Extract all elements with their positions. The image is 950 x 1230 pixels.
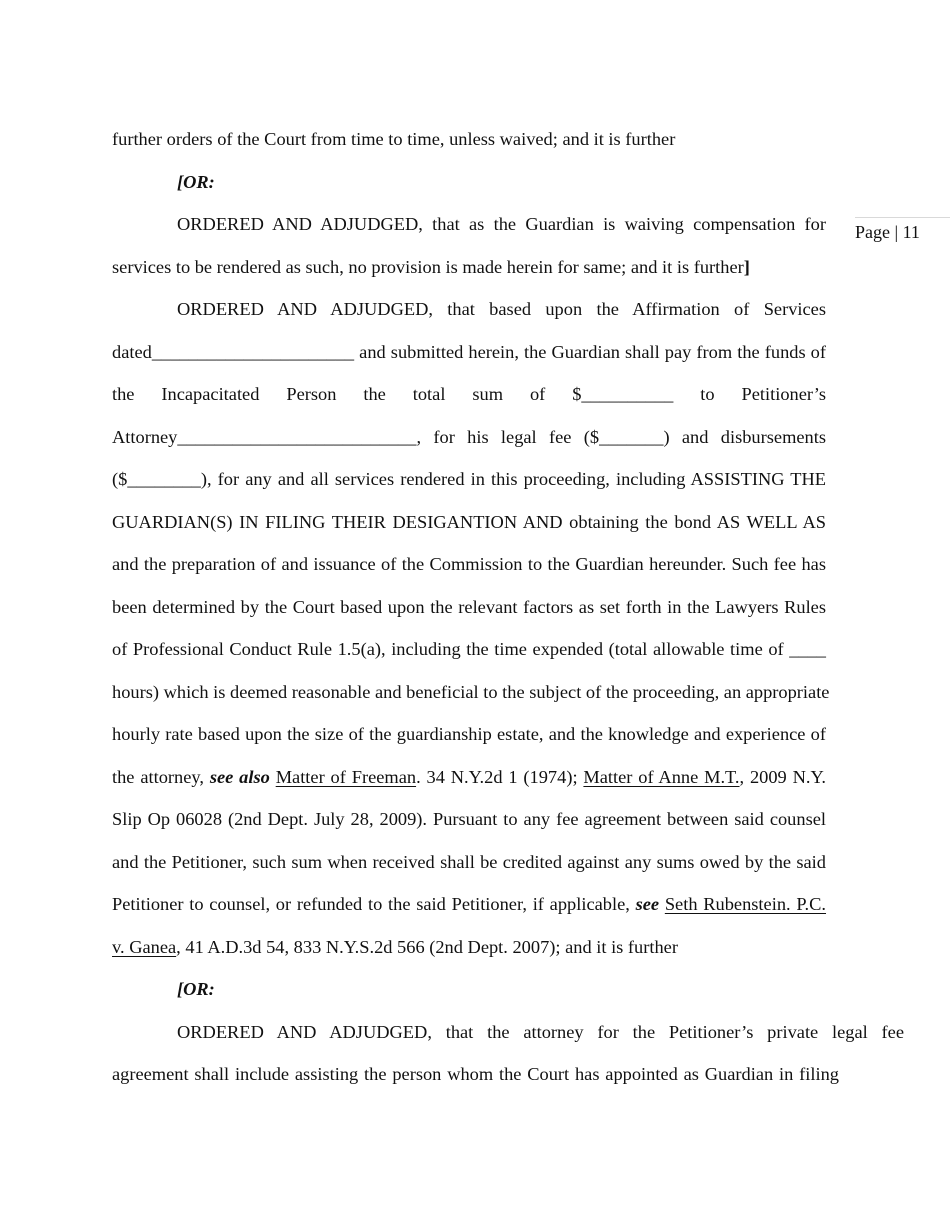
- fee-paragraph-line: hourly rate based upon the size of the guardianship estate, and the knowledge and experience of: [112, 724, 826, 744]
- fee-paragraph-line: ($________), for any and all services rendered in this proceeding, including ASSISTING THE: [112, 469, 826, 489]
- citation-signal: see also: [209, 766, 270, 787]
- fee-paragraph-line: GUARDIAN(S) IN FILING THEIR DESIGANTION AND obtaining the bond AS WELL AS: [112, 511, 826, 532]
- fee-paragraph-line: [112, 926, 826, 969]
- case-name-ganea: v. Ganea: [112, 936, 177, 957]
- citation-text: , 2009 N.Y.: [739, 766, 826, 787]
- paragraph-continuation: further orders of the Court from time to time, unless waived; and it is further: [112, 129, 676, 149]
- page-number: Page | 11: [855, 222, 920, 242]
- waiver-paragraph-text: services to be rendered as such, no provision is made herein for same; and it is further: [112, 256, 744, 277]
- closing-bracket: ]: [743, 256, 750, 277]
- fee-paragraph-line: Slip Op 06028 (2nd Dept. July 28, 2009). Pursuant to any fee agreement between said counsel: [112, 809, 826, 829]
- fee-paragraph-line: [112, 756, 826, 799]
- fee-paragraph-line: been determined by the Court based upon the relevant factors as set forth in the Lawyers Rules: [112, 596, 826, 617]
- case-name-anne-mt: Matter of Anne M.T.: [583, 766, 740, 787]
- fee-paragraph-line: dated______________________ and submitted herein, the Guardian shall pay from the funds of: [112, 341, 826, 362]
- waiver-paragraph-line: ORDERED AND ADJUDGED, that as the Guardian is waiving compensation for: [177, 214, 826, 234]
- case-name-freeman: Matter of Freeman: [275, 766, 417, 787]
- citation-signal: see: [635, 894, 660, 914]
- citation-text: . 34 N.Y.2d 1 (1974);: [416, 766, 584, 787]
- private-fee-paragraph-line: agreement shall include assisting the person whom the Court has appointed as Guardian in filing: [112, 1064, 839, 1084]
- alternative-marker: [112, 968, 826, 1011]
- alternative-marker: [112, 161, 826, 204]
- or-marker: [OR:: [177, 979, 215, 999]
- citation-text: , 41 A.D.3d 54, 833 N.Y.S.2d 566 (2nd Dept. 2007); and it is further: [176, 936, 678, 957]
- case-name-rubenstein: Seth Rubenstein. P.C.: [664, 894, 827, 914]
- fee-paragraph-line: ORDERED AND ADJUDGED, that based upon the Affirmation of Services: [177, 299, 826, 319]
- fee-paragraph-line: of Professional Conduct Rule 1.5(a), including the time expended (total allowable time of ____: [112, 639, 826, 659]
- fee-paragraph-line: hours) which is deemed reasonable and beneficial to the subject of the proceeding, an appropriate: [112, 681, 830, 702]
- fee-paragraph-line: and the preparation of and issuance of the Commission to the Guardian hereunder. Such fee has: [112, 554, 826, 574]
- waiver-paragraph-line: [112, 246, 826, 289]
- fee-paragraph-line: [112, 883, 826, 926]
- fee-paragraph-line: and the Petitioner, such sum when received shall be credited against any sums owed by the said: [112, 851, 826, 872]
- fee-paragraph-line: Attorney__________________________, for his legal fee ($_______) and disbursements: [112, 426, 826, 447]
- or-marker: [OR:: [177, 171, 215, 192]
- citation-lead-text: Petitioner to counsel, or refunded to the said Petitioner, if applicable,: [112, 894, 636, 914]
- fee-paragraph-line: the Incapacitated Person the total sum of $__________ to Petitioner’s: [112, 384, 826, 404]
- header-rule: [855, 217, 950, 218]
- citation-lead-text: the attorney,: [112, 766, 210, 787]
- private-fee-paragraph-line: ORDERED AND ADJUDGED, that the attorney for the Petitioner’s private legal fee: [177, 1021, 904, 1042]
